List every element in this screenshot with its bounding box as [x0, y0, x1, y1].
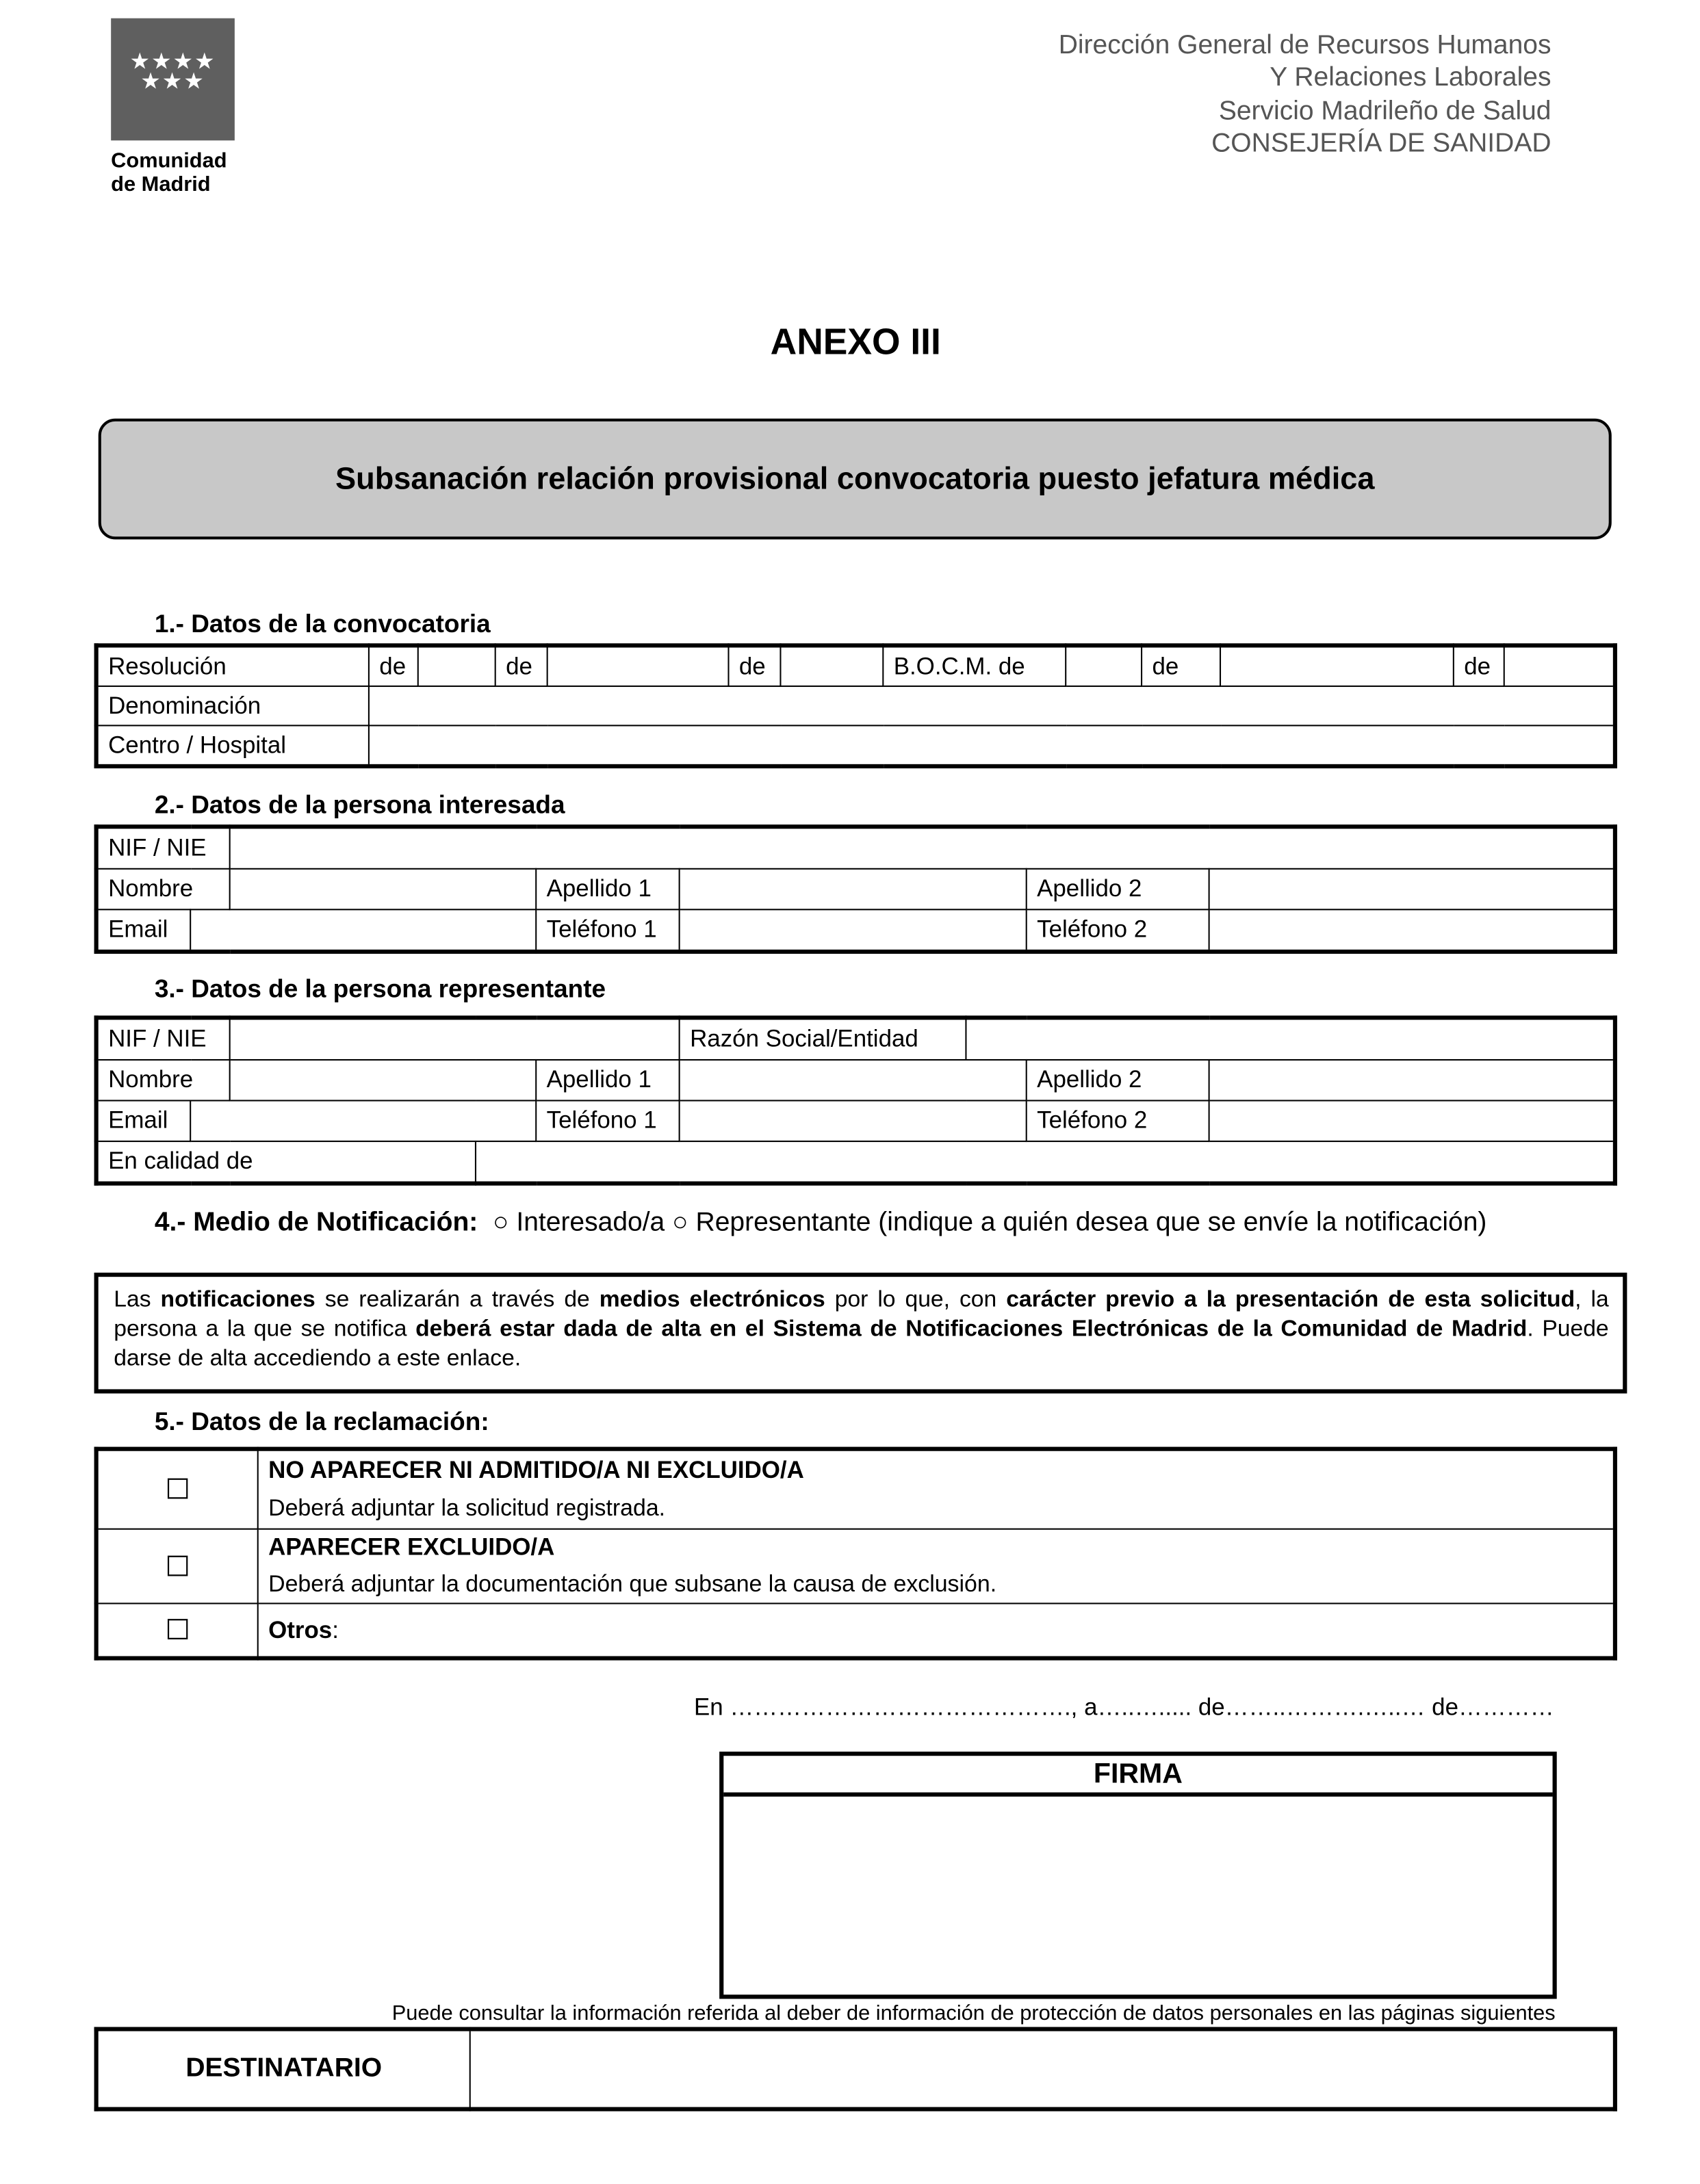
resolucion-month-field[interactable] — [548, 645, 729, 686]
rep-nif-field[interactable] — [230, 1017, 680, 1060]
radio-representante-label: Representante — [695, 1208, 871, 1238]
nif-field[interactable] — [230, 827, 1615, 869]
de-label: de — [728, 645, 780, 686]
checkbox-excluido[interactable]: ☐ — [96, 1529, 258, 1604]
calidad-label: En calidad de — [96, 1141, 476, 1184]
rep-email-label: Email — [96, 1101, 191, 1142]
logo-text — [111, 149, 237, 197]
radio-interesado-label: Interesado/a — [516, 1208, 665, 1238]
option-description: Deberá adjuntar la solicitud registrada. — [268, 1496, 666, 1522]
section-3-heading: 3.- Datos de la persona representante — [154, 974, 606, 1003]
rep-telefono2-label: Teléfono 2 — [1027, 1101, 1209, 1142]
rep-email-field[interactable] — [190, 1101, 536, 1142]
rep-apellido2-field[interactable] — [1209, 1060, 1615, 1101]
option-description: Deberá adjuntar la documentación que subsane la causa de exclusión. — [268, 1572, 997, 1598]
section-4-title: 4.- Medio de Notificación: — [154, 1208, 478, 1238]
reclamacion-table — [94, 1447, 1617, 1661]
section-4-heading — [155, 1207, 1489, 1239]
destinatario-table — [94, 2027, 1617, 2111]
annex-title: ANEXO III — [770, 320, 941, 363]
checkbox-no-aparecer[interactable]: ☐ — [96, 1449, 258, 1529]
resolucion-number-field[interactable] — [418, 645, 495, 686]
telefono2-label: Teléfono 2 — [1027, 909, 1209, 952]
place-date-line[interactable]: En ……………………………………., a…..…..... de……..……….…..… de………… — [693, 1693, 1554, 1721]
razon-social-label: Razón Social/Entidad — [680, 1017, 966, 1060]
signature-box[interactable] — [719, 1752, 1557, 1999]
rep-apellido1-field[interactable] — [680, 1060, 1027, 1101]
convocatoria-table — [94, 643, 1617, 768]
de-label: de — [495, 645, 548, 686]
apellido2-label: Apellido 2 — [1027, 869, 1209, 910]
section-2-heading: 2.- Datos de la persona interesada — [154, 790, 565, 819]
razon-social-field[interactable] — [966, 1017, 1615, 1060]
logo-line-1: Comunidad — [111, 148, 227, 173]
representante-table — [94, 1015, 1617, 1185]
notification-notice: Las notificaciones se realizarán a través de medios electrónicos por lo que, con carácter previo a la presentación de esta solicitud, la persona a la que se notifica deberá estar dada de alta en el Sistema de Notificaciones Electrónicas de la Comunidad de Madrid. Puede darse de alta accediendo a este enlace. — [94, 1273, 1627, 1394]
email-field[interactable] — [190, 909, 536, 952]
rep-telefono1-field[interactable] — [680, 1101, 1027, 1142]
rep-telefono1-label: Teléfono 1 — [536, 1101, 679, 1142]
rep-apellido2-label: Apellido 2 — [1027, 1060, 1209, 1101]
rep-nif-label: NIF / NIE — [96, 1017, 230, 1060]
centro-label: Centro / Hospital — [96, 725, 369, 766]
de-label: de — [369, 645, 418, 686]
denominacion-label: Denominación — [96, 686, 369, 725]
radio-representante[interactable] — [672, 1208, 871, 1238]
form-title-text: Subsanación relación provisional convocatoria puesto jefatura médica — [335, 460, 1375, 496]
radio-icon: ○ — [672, 1208, 688, 1238]
notification-hint: (indique a quién desea que se envíe la notificación) — [878, 1208, 1487, 1238]
destinatario-field[interactable] — [470, 2029, 1615, 2109]
header-line: Dirección General de Recursos Humanos — [1058, 31, 1551, 61]
data-protection-note: Puede consultar la información referida al deber de información de protección de datos personales en las páginas siguientes — [391, 2001, 1556, 2026]
apellido1-field[interactable] — [680, 869, 1027, 910]
bocm-day-field[interactable] — [1066, 645, 1142, 686]
apellido1-label: Apellido 1 — [536, 869, 679, 910]
rep-nombre-label: Nombre — [96, 1060, 230, 1101]
logo-stars-icon: ★★★★ ★★★ — [129, 50, 216, 94]
resolucion-year-field[interactable] — [780, 645, 883, 686]
de-label: de — [1454, 645, 1504, 686]
radio-icon: ○ — [492, 1208, 509, 1238]
colon: : — [332, 1615, 339, 1643]
section-5-heading: 5.- Datos de la reclamación: — [154, 1407, 489, 1436]
section-1-heading: 1.- Datos de la convocatoria — [154, 610, 491, 638]
header-department — [1059, 29, 1551, 160]
header-line: Servicio Madrileño de Salud — [1218, 96, 1551, 126]
radio-interesado[interactable] — [493, 1208, 665, 1238]
calidad-field[interactable] — [476, 1141, 1615, 1184]
option-otros[interactable] — [258, 1603, 1615, 1658]
nombre-label: Nombre — [96, 869, 230, 910]
rep-apellido1-label: Apellido 1 — [536, 1060, 679, 1101]
telefono2-field[interactable] — [1209, 909, 1615, 952]
email-label: Email — [96, 909, 191, 952]
interesada-table — [94, 824, 1617, 954]
option-no-aparecer — [258, 1449, 1615, 1529]
bocm-year-field[interactable] — [1504, 645, 1615, 686]
rep-nombre-field[interactable] — [230, 1060, 537, 1101]
option-title: Otros — [268, 1615, 333, 1643]
logo-line-2: de Madrid — [111, 172, 211, 197]
option-excluido — [258, 1529, 1615, 1604]
telefono1-field[interactable] — [680, 909, 1027, 952]
checkbox-otros[interactable]: ☐ — [96, 1603, 258, 1658]
de-label: de — [1142, 645, 1220, 686]
header-line: CONSEJERÍA DE SANIDAD — [1211, 129, 1551, 159]
option-title: APARECER EXCLUIDO/A — [268, 1533, 555, 1561]
apellido2-field[interactable] — [1209, 869, 1615, 910]
destinatario-label: DESTINATARIO — [96, 2029, 470, 2109]
denominacion-field[interactable] — [369, 686, 1615, 725]
header-line: Y Relaciones Laborales — [1270, 63, 1551, 94]
form-title — [99, 419, 1612, 540]
rep-telefono2-field[interactable] — [1209, 1101, 1615, 1142]
bocm-label: B.O.C.M. de — [883, 645, 1066, 686]
option-title: NO APARECER NI ADMITIDO/A NI EXCLUIDO/A — [268, 1456, 804, 1483]
signature-title: FIRMA — [723, 1756, 1552, 1797]
centro-field[interactable] — [369, 725, 1615, 766]
nombre-field[interactable] — [230, 869, 537, 910]
resolucion-label: Resolución — [96, 645, 369, 686]
nif-label: NIF / NIE — [96, 827, 230, 869]
bocm-month-field[interactable] — [1220, 645, 1454, 686]
telefono1-label: Teléfono 1 — [536, 909, 679, 952]
